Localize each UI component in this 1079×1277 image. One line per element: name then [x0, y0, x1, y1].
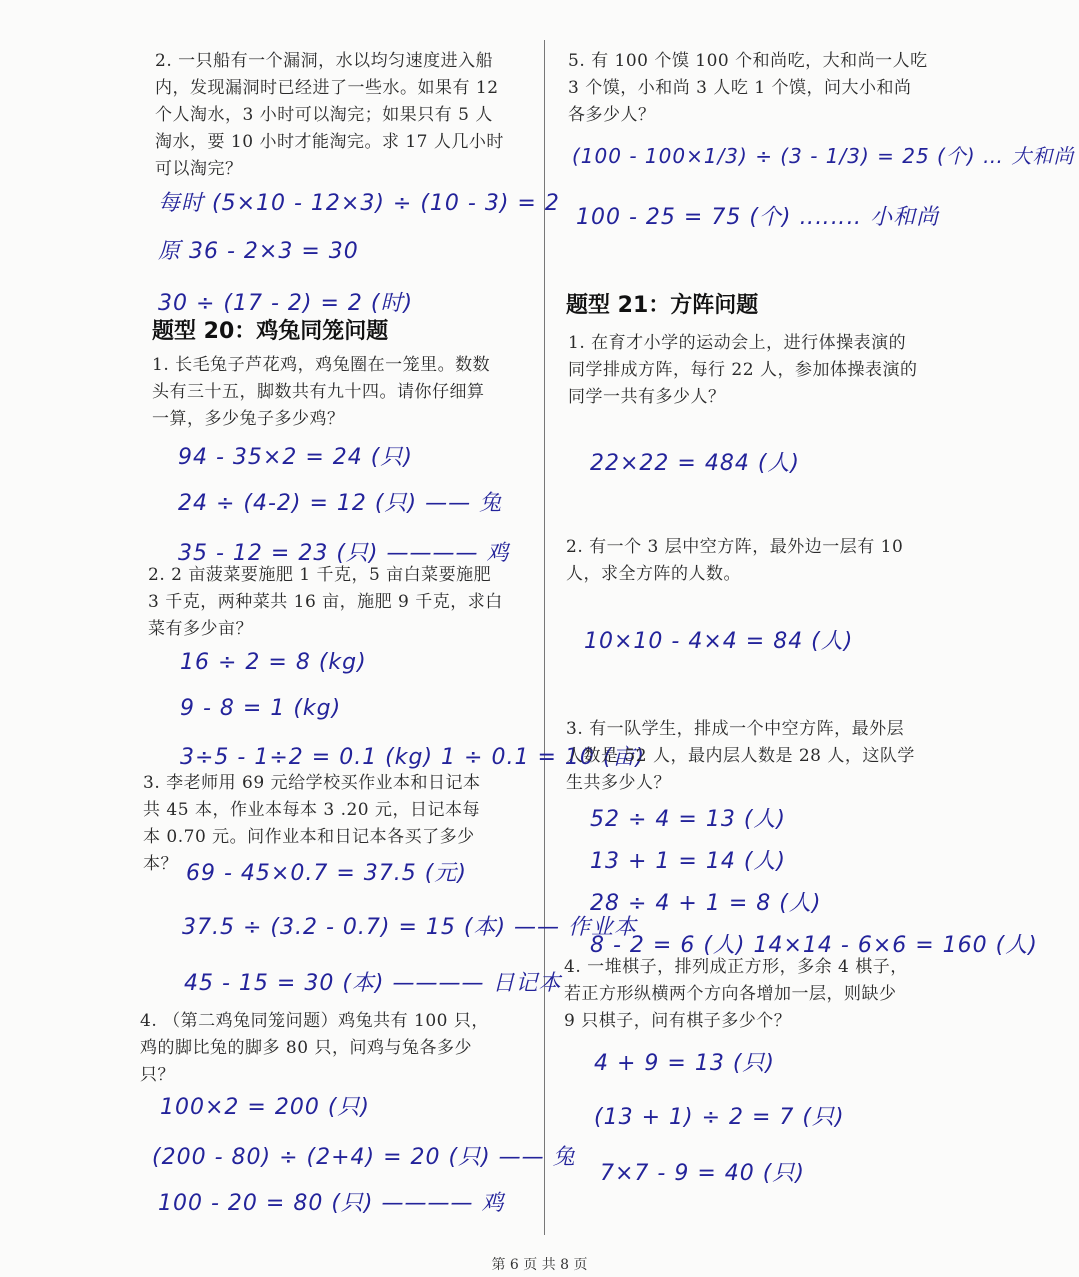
column-divider	[544, 40, 545, 1235]
answer-line: 37.5 ÷ (3.2 - 0.7) = 15 (本) —— 作业本	[182, 915, 638, 940]
answer-line: 16 ÷ 2 = 8 (kg)	[180, 650, 367, 675]
answer-line: 原 36 - 2×3 = 30	[158, 239, 359, 264]
answer-line: (100 - 100×1/3) ÷ (3 - 1/3) = 25 (个) … 大和尚	[572, 144, 1075, 168]
answer-line: 10×10 - 4×4 = 84 (人)	[584, 629, 854, 654]
question-square-array-1: 1. 在育才小学的运动会上，进行体操表演的 同学排成方阵，每行 22 人，参加体操表演的 同学一共有多少人？	[568, 333, 918, 407]
answer-line: 100×2 = 200 (只)	[160, 1095, 370, 1120]
answer-line: 22×22 = 484 (人)	[590, 451, 800, 476]
question-chicken-rabbit-1: 1. 长毛兔子芦花鸡，鸡兔圈在一笼里。数数 头有三十五，脚数共有九十四。请你仔细算 一算，多少兔子多少鸡？	[152, 355, 491, 429]
answer-line: (13 + 1) ÷ 2 = 7 (只)	[594, 1105, 845, 1130]
question-chess-pieces: 4. 一堆棋子，排列成正方形，多余 4 棋子， 若正方形纵横两个方向各增加一层，则缺少 9 只棋子，问有棋子多少个？	[564, 957, 908, 1031]
answer-line: 45 - 15 = 30 (本) ———— 日记本	[184, 971, 562, 996]
answer-line: 28 ÷ 4 + 1 = 8 (人)	[590, 891, 822, 916]
answer-line: 100 - 20 = 80 (只) ———— 鸡	[158, 1191, 505, 1216]
answer-line: 3÷5 - 1÷2 = 0.1 (kg) 1 ÷ 0.1 = 10 (亩)	[180, 745, 646, 770]
answer-line: 69 - 45×0.7 = 37.5 (元)	[186, 861, 467, 886]
answer-line: 100 - 25 = 75 (个) ‥‥‥‥ 小和尚	[576, 205, 940, 230]
question-chicken-rabbit-2: 4. （第二鸡兔同笼问题）鸡兔共有 100 只， 鸡的脚比兔的脚多 80 只，问鸡与兔各多少 只？	[140, 1011, 489, 1085]
answer-line: (200 - 80) ÷ (2+4) = 20 (只) —— 兔	[152, 1145, 576, 1170]
answer-line: 9 - 8 = 1 (kg)	[180, 696, 342, 721]
answer-line: 52 ÷ 4 = 13 (人)	[590, 807, 786, 832]
section-title-21: 题型 21：方阵问题	[566, 293, 759, 318]
question-square-array-2: 2. 有一个 3 层中空方阵，最外边一层有 10 人，求全方阵的人数。	[566, 537, 904, 584]
answer-line: 30 ÷ (17 - 2) = 2 (时)	[158, 291, 414, 316]
answer-line: 每时 (5×10 - 12×3) ÷ (10 - 3) = 2	[158, 191, 560, 216]
answer-line: 7×7 - 9 = 40 (只)	[600, 1161, 805, 1186]
question-buns-monks: 5. 有 100 个馍 100 个和尚吃，大和尚一人吃 3 个馍，小和尚 3 人吃 1 个馍，问大小和尚 各多少人？	[568, 51, 928, 125]
answer-line: 35 - 12 = 23 (只) ———— 鸡	[178, 541, 510, 566]
question-fertilizer: 2. 2 亩菠菜要施肥 1 千克，5 亩白菜要施肥 3 千克，两种菜共 16 亩，施肥 9 千克，求白 菜有多少亩？	[148, 565, 503, 639]
question-square-array-3: 3. 有一队学生，排成一个中空方阵，最外层 人数是 52 人，最内层人数是 28 人，这队学 生共多少人？	[566, 719, 915, 793]
answer-line: 13 + 1 = 14 (人)	[590, 849, 786, 874]
answer-line: 8 - 2 = 6 (人) 14×14 - 6×6 = 160 (人)	[590, 933, 1038, 958]
answer-line: 4 + 9 = 13 (只)	[594, 1051, 775, 1076]
answer-line: 94 - 35×2 = 24 (只)	[178, 445, 413, 470]
question-leak-boat: 2. 一只船有一个漏洞，水以均匀速度进入船 内，发现漏洞时已经进了一些水。如果有 12 个人淘水，3 小时可以淘完；如果只有 5 人 淘水，要 10 小时才能淘完。求 17 人几小时 可以淘完？	[155, 51, 504, 179]
question-notebooks: 3. 李老师用 69 元给学校买作业本和日记本 共 45 本，作业本每本 3 .20 元，日记本每 本 0.70 元。问作业本和日记本各买了多少 本？	[143, 773, 481, 874]
answer-line: 24 ÷ (4-2) = 12 (只) —— 兔	[178, 491, 503, 516]
page-footer: 第 6 页 共 8 页	[491, 1257, 588, 1273]
section-title-20: 题型 20：鸡兔同笼问题	[152, 319, 389, 344]
